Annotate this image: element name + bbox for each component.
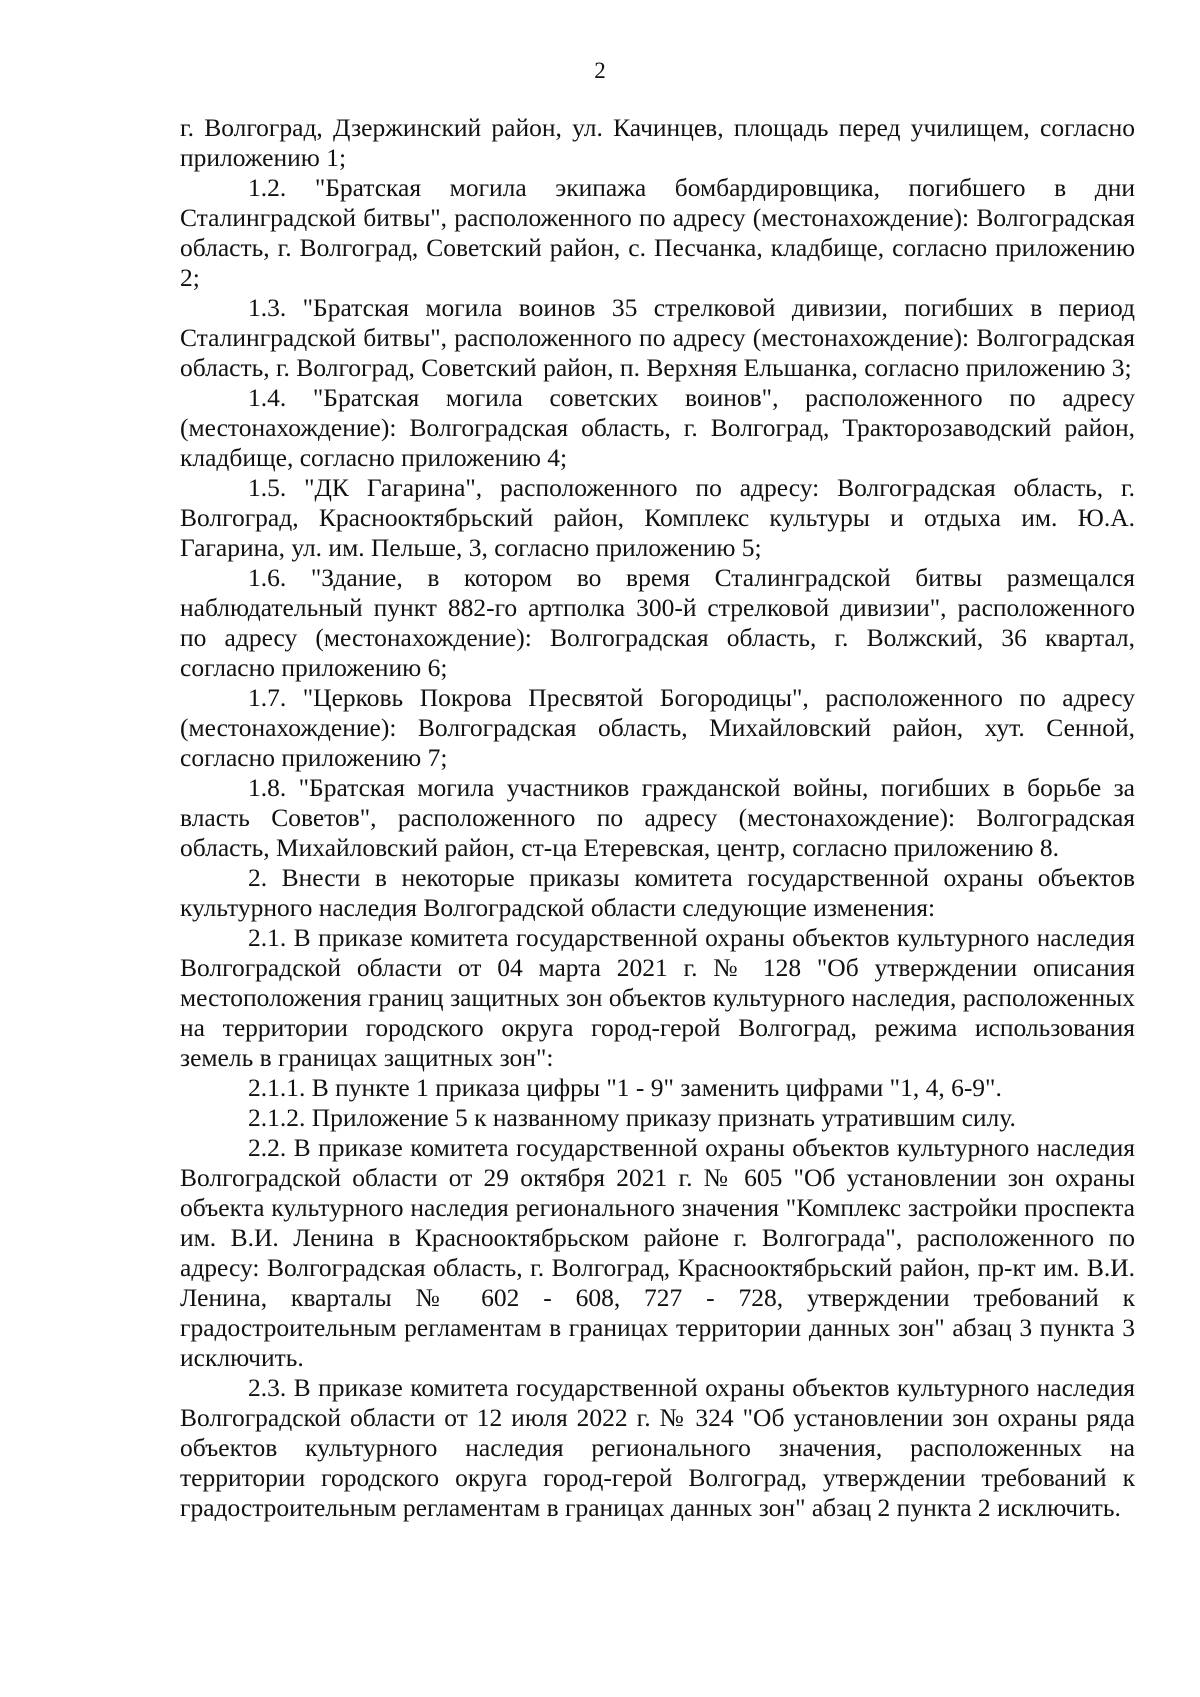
paragraph-2-1-1: 2.1.1. В пункте 1 приказа цифры "1 - 9" заменить цифрами "1, 4, 6-9". bbox=[248, 1073, 1002, 1102]
paragraph-1-5: 1.5. "ДК Гагарина", расположенного по адресу: Волгоградская область, г. Волгоград, Краснооктябрьский район, Комплекс культуры и отдыха им. Ю.А. Гагарина, ул. им. Пельше, 3, согласно приложению 5; bbox=[180, 473, 1135, 562]
page-number: 2 bbox=[594, 58, 606, 83]
paragraph-continuation: г. Волгоград, Дзержинский район, ул. Качинцев, площадь перед училищем, согласно приложению 1; bbox=[180, 113, 1135, 172]
document-body bbox=[180, 113, 1135, 1523]
paragraph-2-2: 2.2. В приказе комитета государственной охраны объектов культурного наследия Волгоградской области от 29 октября 2021 г. № 605 "Об установлении зон охраны объекта культурного наследия регионального значения "Комплекс застройки проспекта им. В.И. Ленина в Краснооктябрьском районе г. Волгограда", расположенного по адресу: Волгоградская область, г. Волгоград, Краснооктябрьский район, пр-кт им. В.И. Ленина, кварталы № 602 - 608, 727 - 728, утверждении требований к градостроительным регламентам в границах территории данных зон" абзац 3 пункта 3 исключить. bbox=[180, 1133, 1135, 1372]
paragraph-2: 2. Внести в некоторые приказы комитета государственной охраны объектов культурного наследия Волгоградской области следующие изменения: bbox=[180, 863, 1135, 922]
paragraph-2-3: 2.3. В приказе комитета государственной охраны объектов культурного наследия Волгоградской области от 12 июля 2022 г. № 324 "Об установлении зон охраны ряда объектов культурного наследия регионального значения, расположенных на территории городского округа город-герой Волгоград, утверждении требований к градостроительным регламентам в границах данных зон" абзац 2 пункта 2 исключить. bbox=[180, 1373, 1135, 1522]
paragraph-1-3: 1.3. "Братская могила воинов 35 стрелковой дивизии, погибших в период Сталинградской битвы", расположенного по адресу (местонахождение): Волгоградская область, г. Волгоград, Советский район, п. Верхняя Ельшанка, согласно приложению 3; bbox=[180, 293, 1135, 382]
paragraph-1-4: 1.4. "Братская могила советских воинов", расположенного по адресу (местонахождение): Волгоградская область, г. Волгоград, Тракторозаводский район, кладбище, согласно приложению 4; bbox=[180, 383, 1135, 472]
paragraph-2-1-2: 2.1.2. Приложение 5 к названному приказу признать утратившим силу. bbox=[248, 1103, 1016, 1132]
paragraph-2-1: 2.1. В приказе комитета государственной охраны объектов культурного наследия Волгоградской области от 04 марта 2021 г. № 128 "Об утверждении описания местоположения границ защитных зон объектов культурного наследия, расположенных на территории городского округа город-герой Волгоград, режима использования земель в границах защитных зон": bbox=[180, 923, 1135, 1072]
paragraph-1-8: 1.8. "Братская могила участников гражданской войны, погибших в борьбе за власть Советов", расположенного по адресу (местонахождение): Волгоградская область, Михайловский район, ст-ца Етеревская, центр, согласно приложению 8. bbox=[180, 773, 1135, 862]
paragraph-1-7: 1.7. "Церковь Покрова Пресвятой Богородицы", расположенного по адресу (местонахождение): Волгоградская область, Михайловский район, хут. Сенной, согласно приложению 7; bbox=[180, 683, 1135, 772]
paragraph-1-2: 1.2. "Братская могила экипажа бомбардировщика, погибшего в дни Сталинградской битвы", расположенного по адресу (местонахождение): Волгоградская область, г. Волгоград, Советский район, с. Песчанка, кладбище, согласно приложению 2; bbox=[180, 173, 1135, 292]
paragraph-1-6: 1.6. "Здание, в котором во время Сталинградской битвы размещался наблюдательный пункт 882-го артполка 300-й стрелковой дивизии", расположенного по адресу (местонахождение): Волгоградская область, г. Волжский, 36 квартал, согласно приложению 6; bbox=[180, 563, 1135, 682]
